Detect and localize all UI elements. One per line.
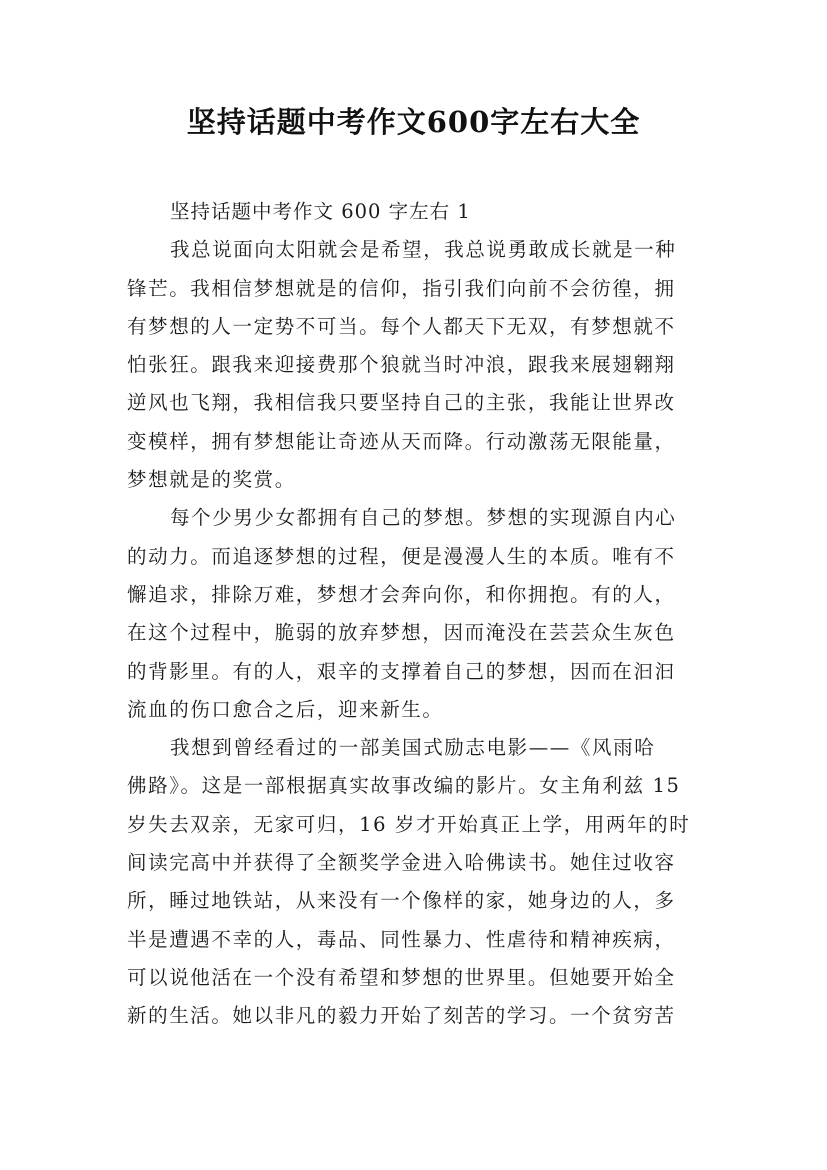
paragraph-3-line-1: 我想到曾经看过的一部美国式励志电影——《风雨哈 [170,736,656,760]
document-title: 坚持话题中考作文600字左右大全 [186,105,641,139]
paragraph-3-line-5: 所，睡过地铁站，从来没有一个像样的家，她身边的人，多 [127,889,676,913]
paragraph-3-line-6: 半是遭遇不幸的人，毒品、同性暴力、性虐待和精神疾病， [127,927,676,951]
paragraph-2-line-5: 的背影里。有的人，艰辛的支撑着自己的梦想，因而在汩汩 [127,659,676,683]
paragraph-1-line-2: 锋芒。我相信梦想就是的信仰，指引我们向前不会彷徨，拥 [127,276,676,300]
section-heading: 坚持话题中考作文 600 字左右 1 [170,200,471,223]
paragraph-2-line-1: 每个少男少女都拥有自己的梦想。梦想的实现源自内心 [170,506,677,530]
paragraph-3-line-4: 间读完高中并获得了全额奖学金进入哈佛读书。她住过收容 [127,851,676,875]
paragraph-2-line-4: 在这个过程中，脆弱的放弃梦想，因而淹没在芸芸众生灰色 [127,621,676,645]
paragraph-1-line-6: 变模样，拥有梦想能让奇迹从天而降。行动激荡无限能量， [127,429,676,453]
paragraph-1-line-5: 逆风也飞翔，我相信我只要坚持自己的主张，我能让世界改 [127,391,676,415]
paragraph-2-line-2: 的动力。而追逐梦想的过程，便是漫漫人生的本质。唯有不 [127,544,676,568]
paragraph-1-line-1: 我总说面向太阳就会是希望，我总说勇敢成长就是一种 [170,238,677,262]
paragraph-1-line-4: 怕张狂。跟我来迎接费那个狼就当时冲浪，跟我来展翅翱翔 [127,353,676,377]
paragraph-1-line-7: 梦想就是的奖赏。 [127,468,296,492]
paragraph-3-line-3: 岁失去双亲，无家可归，16 岁才开始真正上学，用两年的时 [127,812,691,836]
paragraph-2-line-3: 懈追求，排除万难，梦想才会奔向你，和你拥抱。有的人， [127,582,676,606]
document-body [127,193,717,1036]
paragraph-3-line-2: 佛路》。这是一部根据真实故事改编的影片。女主角利兹 15 [127,774,681,798]
paragraph-1-line-3: 有梦想的人一定势不可当。每个人都天下无双，有梦想就不 [127,314,676,338]
paragraph-3-line-8: 新的生活。她以非凡的毅力开始了刻苦的学习。一个贫穷苦 [127,1004,676,1028]
paragraph-2-line-6: 流血的伤口愈合之后，迎来新生。 [127,697,444,721]
paragraph-3-line-7: 可以说他活在一个没有希望和梦想的世界里。但她要开始全 [127,965,676,989]
